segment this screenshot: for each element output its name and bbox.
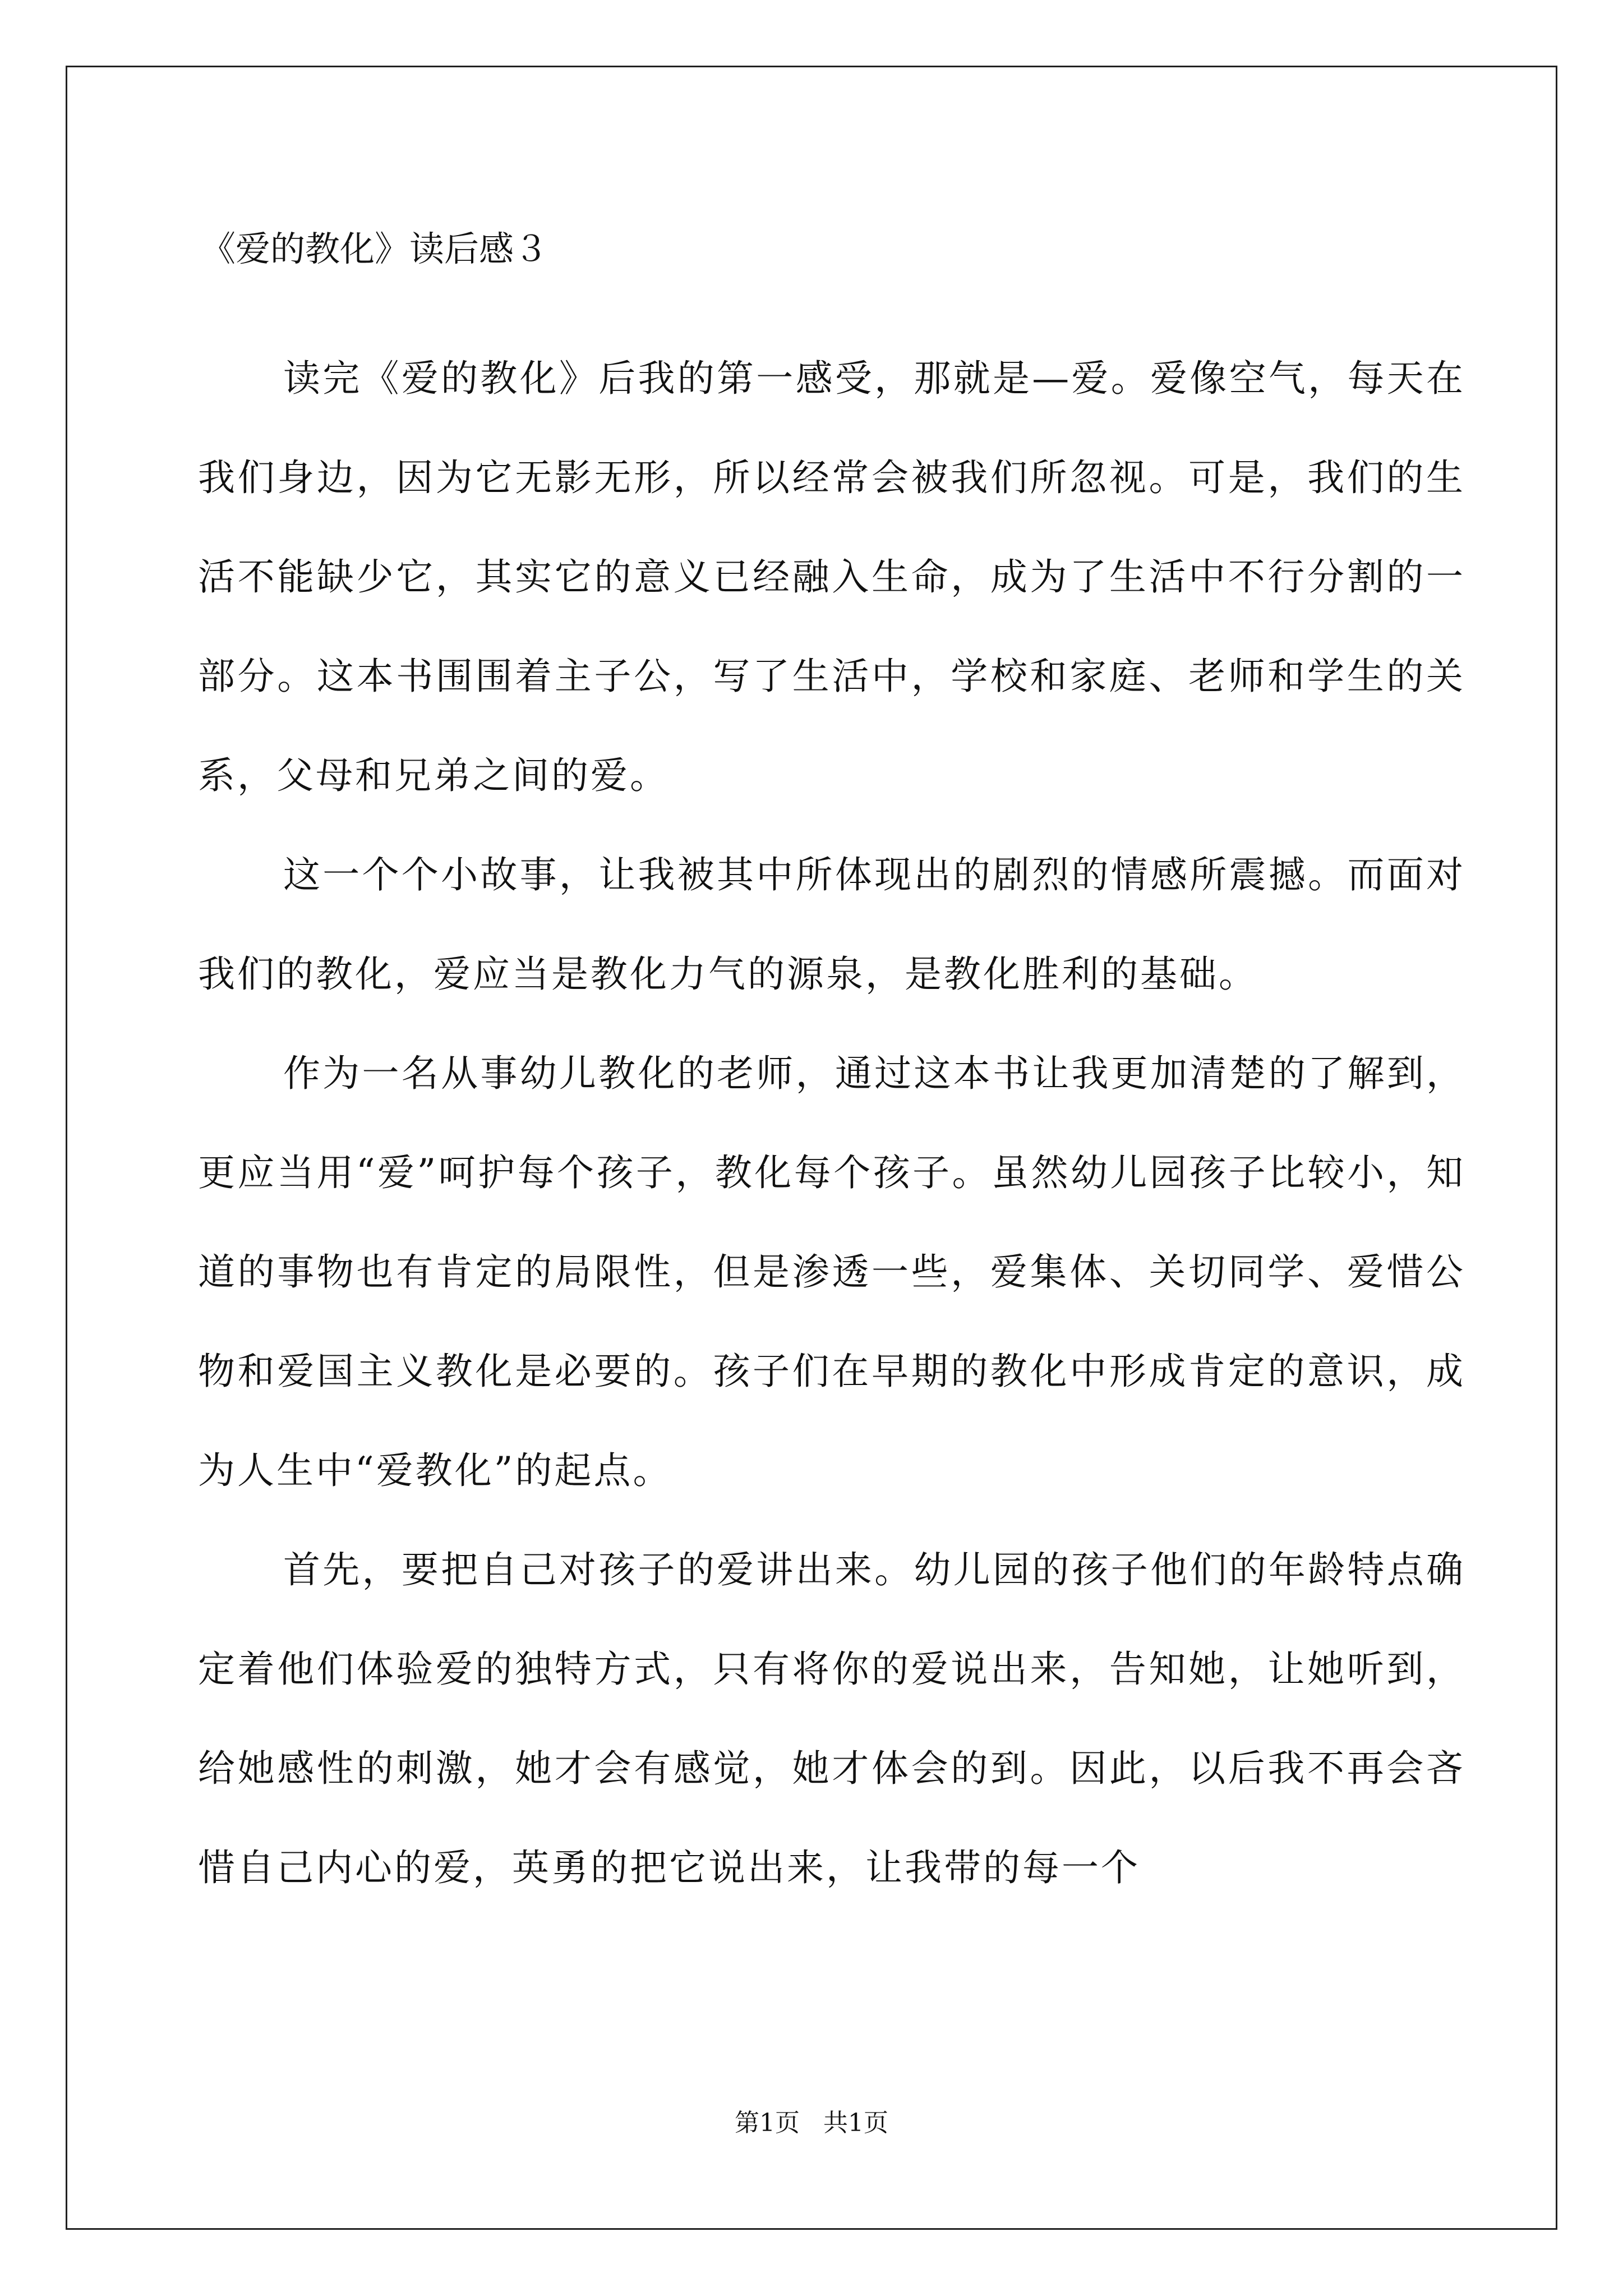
document-title: 《爱的教化》读后感３ — [201, 228, 549, 269]
paragraph-3: 作为一名从事幼儿教化的老师，通过这本书让我更加清楚的了解到，更应当用“爱”呵护每个孩子，教化每个孩子。虽然幼儿园孩子比较小，知道的事物也有肯定的局限性，但是渗透一些，爱集体、关切同学、爱惜公物和爱国主义教化是必要的。孩子们在早期的教化中形成肯定的意识，成为人生中“爱教化”的起点。 — [198, 1052, 1465, 1492]
paragraph-1: 读完《爱的教化》后我的第一感受，那就是—爱。爱像空气，每天在我们身边，因为它无影无形，所以经常会被我们所忽视。可是，我们的生活不能缺少它，其实它的意义已经融入生命，成为了生活中不行分割的一部分。这本书围围着主子公，写了生活中，学校和家庭、老师和学生的关系，父母和兄弟之间的爱。 — [198, 357, 1465, 797]
paragraph-2: 这一个个小故事，让我被其中所体现出的剧烈的情感所震撼。而面对我们的教化，爱应当是教化力气的源泉，是教化胜利的基础。 — [198, 853, 1465, 996]
document-body — [198, 329, 1465, 1917]
paragraph-4: 首先，要把自己对孩子的爱讲出来。幼儿园的孩子他们的年龄特点确定着他们体验爱的独特方式，只有将你的爱说出来，告知她，让她听到，给她感性的刺激，她才会有感觉，她才体会的到。因此，以后我不再会吝惜自己内心的爱，英勇的把它说出来，让我带的每一个 — [198, 1548, 1465, 1889]
page-footer: 第1页 共1页 — [735, 2109, 888, 2137]
